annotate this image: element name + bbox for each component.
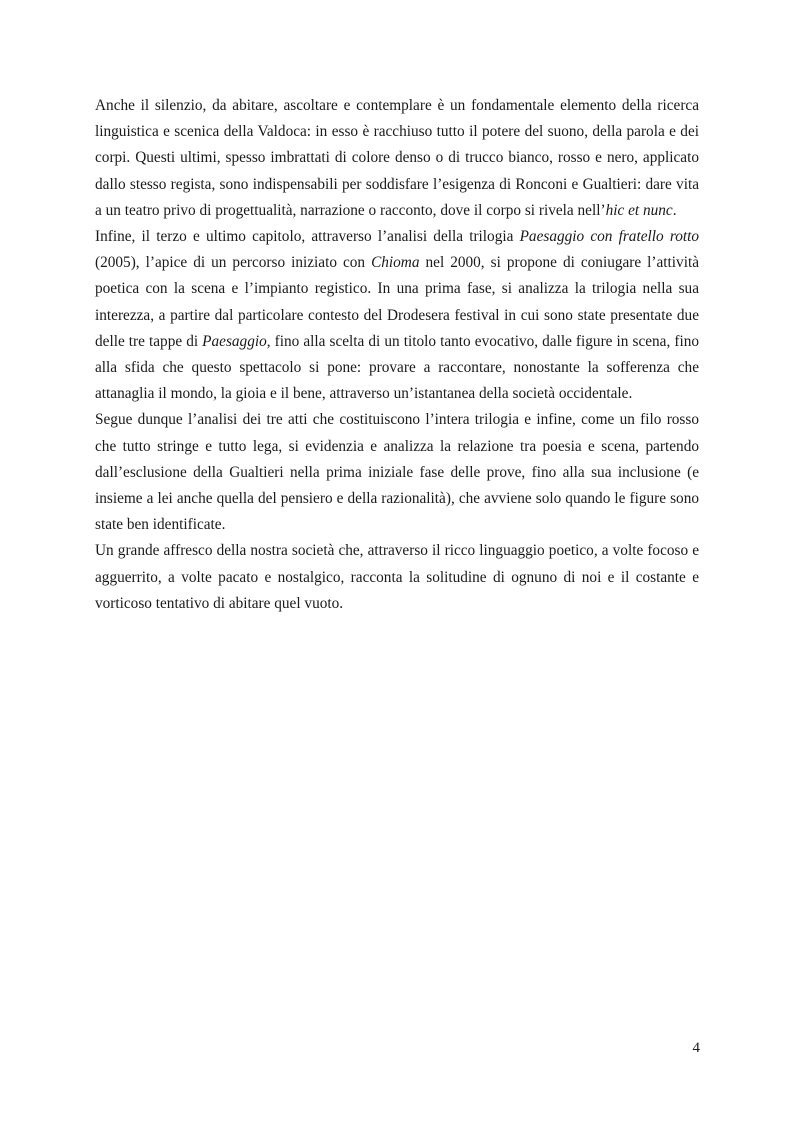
body-text: [95, 93, 699, 617]
paragraph-1-italic-segment: hic et nunc: [605, 201, 673, 219]
page-number: 4: [692, 1040, 700, 1056]
paragraph-1-segment: Anche il silenzio, da abitare, ascoltare e contemplare è un fondamentale elemento della ricerca linguistica e scenica della Valdoca: in esso è racchiuso tutto il potere del suono, della parola e dei corpi. Questi ultimi, spesso imbrattati di colore denso o di trucco bianco, rosso e nero, applicato dallo stesso regista, sono indispensabili per soddisfare l’esigenza di Ronconi e Gualtieri: dare vita a un teatro privo di progettualità, narrazione o racconto, dove il corpo si rivela nell’: [95, 97, 699, 219]
paragraph-1-segment: .: [672, 201, 677, 219]
paragraph-2: [95, 224, 699, 407]
paragraph-3-segment: Segue dunque l’analisi dei tre atti che costituiscono l’intera trilogia e infine, come un filo rosso che tutto stringe e tutto lega, si evidenzia e analizza la relazione tra poesia e scena, partendo dall’esclusione della Gualtieri nella prima iniziale fase delle prove, fino alla sua inclusione (e insieme a lei anche quella del pensiero e della razionalità), che avviene solo quando le figure sono state ben identificate.: [95, 411, 699, 534]
paragraph-1: [95, 93, 699, 224]
paragraph-4: [95, 538, 699, 617]
paragraph-2-segment: , fino alla scelta di un titolo tanto evocativo, dalle figure in scena, fino alla sfida che questo spettacolo si pone: provare a raccontare, nonostante la sofferenza che attanaglia il mondo, la gioia e il bene, attraverso un’istantanea della società occidentale.: [95, 332, 699, 403]
paragraph-4-segment: Un grande affresco della nostra società che, attraverso il ricco linguaggio poetico, a volte focoso e agguerrito, a volte pacato e nostalgico, racconta la solitudine di ognuno di noi e il costante e vorticoso tentativo di abitare quel vuoto.: [95, 542, 699, 612]
paragraph-2-italic-segment: Chioma: [371, 254, 420, 272]
paragraph-2-segment: Infine, il terzo e ultimo capitolo, attraverso l’analisi della trilogia: [95, 228, 520, 246]
paragraph-2-italic-segment: Paesaggio: [202, 332, 267, 350]
paragraph-3: [95, 407, 699, 538]
paragraph-2-italic-segment: Paesaggio con fratello rotto: [519, 228, 700, 246]
paragraph-2-segment: (2005), l’apice di un percorso iniziato con: [95, 254, 372, 272]
paragraph-2-segment: nel 2000, si propone di coniugare l’attività poetica con la scena e l’impianto registico. In una prima fase, si analizza la trilogia nella sua interezza, a partire dal particolare contesto del Drodesera festival in cui sono state presentate due delle tre tappe di: [95, 254, 699, 350]
